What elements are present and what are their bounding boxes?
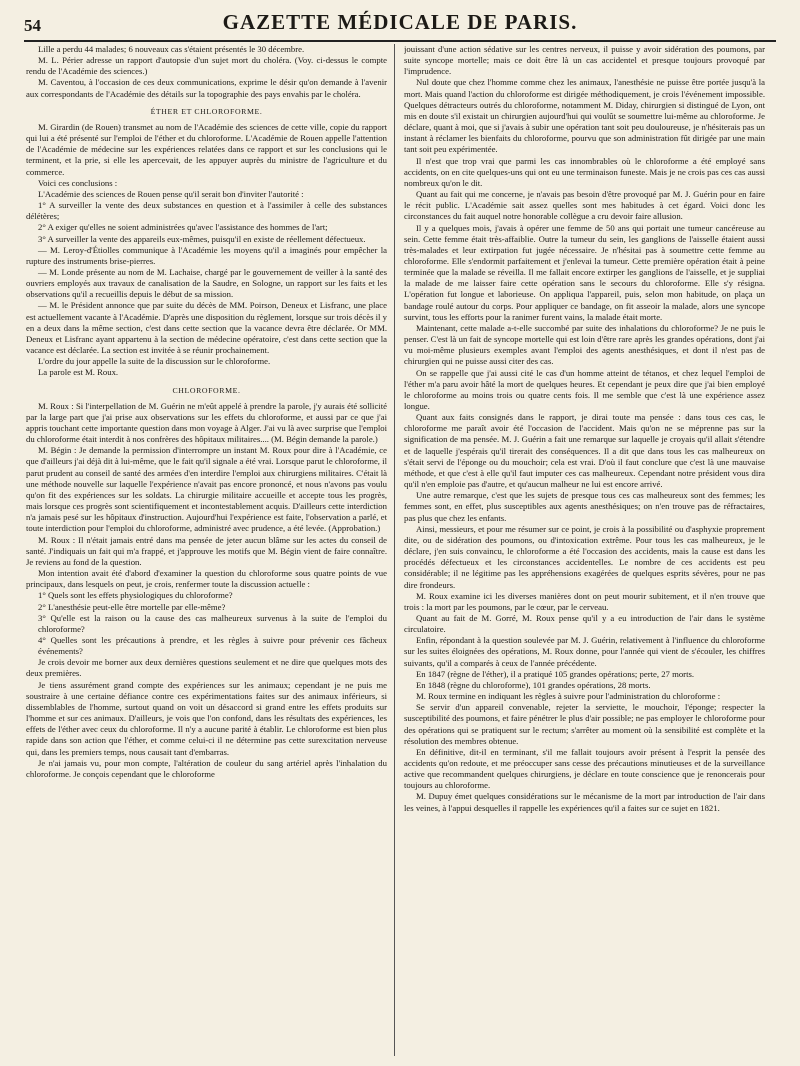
paragraph: M. Roux : Si l'interpellation de M. Guérin ne m'eût appelé à prendre la parole, j'y aurais été sollicité par la large part que j'ai prise aux observations sur les effets du chloroforme, et aussi par ce que j'ai appris touchant cette importante question dans mon voyage à Alger. J'ai vu là avec surprise que l'emploi du chloroforme était interdit à nos confrères des hôpitaux militaires.... (M. Bégin demande la parole.) (26, 400, 387, 445)
paragraph: — M. Londe présente au nom de M. Lachaise, chargé par le gouvernement de veiller à la santé des ouvriers employés aux travaux de canalisation de la Saudre, en Sologne, un rapport sur les faits et les observations qu'il a recueillis depuis le début de sa mission. (26, 266, 387, 300)
paragraph: M. Roux : Il n'était jamais entré dans ma pensée de jeter aucun blâme sur les actes du conseil de santé. J'indiquais un fait qui m'a frappé, et j'approuve les motifs que M. Bégin vient de faire connaître. Je reviens au fond de la question. (26, 534, 387, 567)
paragraph: Lille a perdu 44 malades; 6 nouveaux cas s'étaient présentés le 30 décembre. (38, 44, 305, 54)
paragraph: Je n'ai jamais vu, pour mon compte, l'altération de couleur du sang artériel après l'inhalation du chloroforme. Je conçois cependant que le chloroforme (26, 757, 387, 779)
paragraph: Nul doute que chez l'homme comme chez les animaux, l'anesthésie ne puisse être portée jusqu'à la mort. Mais quand l'action du chloroforme est dirigée méthodiquement, je crois l'événement impossible. Quelques détracteurs outrés du chloroforme, notamment M. Diday, chirurgien si distingué de Lyon, ont mis en doute s'il existait un chirurgien aujourd'hui qui voulût se soumettre lui-même au chloroforme. Je déclare, quant à moi, que si j'avais à subir une opération tant soit peu douloureuse, je n'hésiterais pas un instant à réclamer les bienfaits du chloroforme, pourvu que son administration fût dirigée par une main tant soit peu expérimentée. (404, 77, 765, 155)
paragraph: Je crois devoir me borner aux deux dernières questions seulement et ne dire que quelques mots des deux premières. (26, 657, 387, 679)
paragraph: Enfin, répondant à la question soulevée par M. J. Guérin, relativement à l'influence du chloroforme sur les suites éloignées des opérations, M. Roux donne, pour l'année qui vient de s'écouler, les chiffres suivants, qu'il a comparés à ceux de l'année précédente. (404, 635, 765, 668)
paragraph: Mon intention avait été d'abord d'examiner la question du chloroforme sous quatre points de vue principaux, dans lesquels on peut, je crois, renfermer toute la discussion actuelle : (26, 568, 387, 590)
paragraph: L'Académie des sciences de Rouen pense qu'il serait bon d'inviter l'autorité : (38, 188, 304, 199)
paragraph: Quant au fait de M. Gorré, M. Roux pense qu'il y a eu introduction de l'air dans le système circulatoire. (404, 612, 765, 635)
paragraph: Je tiens assurément grand compte des expériences sur les animaux; cependant je ne puis me soustraire à une certaine défiance contre ces expérimentations faites sur des animaux inférieurs, si dissemblables de l'homme, surtout quand on voit un désaccord si grand entre les effets produits sur l'homme et sur ces animaux. D'ailleurs, je vois que l'on confond, dans les résultats des expériences, les effets de l'éther avec ceux du chloroforme. Il n'y a aucune parité à établir. Le chloroforme est bien plus rapide dans son action que l'éther, et comme celui-ci il ne détermine pas cette surexcitation nerveuse qui, dans les premiers temps, nous causait tant d'embarras. (26, 679, 387, 757)
paragraph: 3° Qu'elle est la raison ou la cause des cas malheureux survenus à la suite de l'emploi du chloroforme? (38, 612, 387, 634)
paragraph: Ainsi, messieurs, et pour me résumer sur ce point, je crois à la possibilité ou d'asphyxie proprement dite, ou de sidération des poumons, ou d'intoxication extrême. Pour tous les cas malheureux, je le déclare, j'en suis convaincu, le chloroforme a été l'occasion des accidents, mais la cause est dans les procédés défectueux et les circonstances accidentelles. Le nombre de ces accidents est peu considérable; il ne légitime pas les appréhensions exagérées de quelques esprits sévères, pour ne pas dire frondeurs. (404, 523, 765, 590)
paragraph: Il n'est que trop vrai que parmi les cas innombrables où le chloroforme a été employé sans accidents, on en cite quelques-uns qui ont eu une terminaison funeste. Mais je ne crois pas ces cas aussi nombreux qu'on le dit. (404, 155, 765, 188)
left-column (26, 44, 387, 1062)
paragraph: — M. le Président annonce que par suite du décès de MM. Poirson, Deneux et Lisfranc, une place est actuellement vacante à l'Académie. D'après une disposition du règlement, lorsque sur trois décès il y en a deux dans la même section, c'est dans cette section que la vacance devra être déclarée. Or MM. Deneux et Lisfranc ayant appartenu à la section de médecine opératoire, c'est dans cette section que la vacance est déclarée. La section est invitée à se réunir prochainement. (26, 300, 387, 356)
paragraph: Maintenant, cette malade a-t-elle succombé par suite des inhalations du chloroforme? Je ne puis le penser. C'est là un fait de syncope mortelle qui est loin d'être rare après les grandes opérations, dont j'ai vu moi-même plusieurs exemples avant l'emploi des agents anesthésiques, et dont il n'est pas de chirurgien qui ne puisse aussi citer des cas. (404, 322, 765, 367)
paragraph: M. L. Périer adresse un rapport d'autopsie d'un sujet mort du choléra. (Voy. ci-dessus le compte rendu de l'Académie des sciences.) (26, 55, 387, 77)
paragraph: M. Girardin (de Rouen) transmet au nom de l'Académie des sciences de cette ville, copie du rapport qui lui a été présenté sur l'emploi de l'éther et du chloroforme. L'Académie de Rouen appelle l'attention de l'Académie de médecine sur les expériences relatées dans ce rapport et sur les conclusions qui le terminent, et la prie, si elle les apercevait, de les appuyer auprès du ministre de l'agriculture et du commerce. (26, 121, 387, 177)
paragraph: 1° A surveiller la vente des deux substances en question et à l'assimiler à celle des substances délétères; (26, 200, 387, 222)
paragraph: Il y a quelques mois, j'avais à opérer une femme de 50 ans qui portait une tumeur cancéreuse au sein. Cette femme était très-affaiblie. Outre la tumeur du sein, les ganglions de l'aisselle étaient aussi très-malades et leur extirpation fut jugée nécessaire. Je n'hésitai pas à soumettre cette femme au chloroforme. Elle s'endormit parfaitement et j'enlevai la tumeur. Cette première opération était à peine terminée que la malade se réveilla. Il me fallait encore extirper les ganglions de l'aisselle, et je suppliai la malade de me laisser faire cette opération sans le secours du chloroforme. Elle s'y résigna. L'opération fut longue et laborieuse. On appliqua l'appareil, puis, selon mon habitude, on plaça un bandage roulé autour du corps. Pour appliquer ce bandage, on fit asseoir la malade, alors une syncope survint, tous les efforts pour la ranimer furent vains, la malade était morte. (404, 222, 765, 322)
paragraph: 2° A exiger qu'elles ne soient administrées qu'avec l'assistance des hommes de l'art; (38, 222, 328, 233)
paragraph: jouissant d'une action sédative sur les centres nerveux, il puisse y avoir sidération des poumons, par suite syncope mortelle; mais ce doit être là un cas accidentel et presque toujours provoqué par l'imprudence. (404, 44, 765, 77)
paragraph: 2° L'anesthésie peut-elle être mortelle par elle-même? (38, 601, 226, 612)
paragraph: 4° Quelles sont les précautions à prendre, et les règles à suivre pour prévenir ces fâcheux événements? (38, 634, 387, 657)
column-divider (394, 44, 395, 1056)
paragraph: On se rappelle que j'ai aussi cité le cas d'un homme atteint de tétanos, et chez lequel l'emploi de l'éther m'a paru avoir hâté la mort de quelques heures. Et cependant je peux dire que j'ai bien employé le chloroforme au moins trois ou quatre cents fois. Il me semble que c'est là une expérience assez longue. (404, 367, 765, 411)
paragraph: M. Dupuy émet quelques considérations sur le mécanisme de la mort par introduction de l'air dans les veines, à l'appui desquelles il rappelle les expériences qu'il a faites sur ce sujet en 1821. (404, 791, 765, 813)
paragraph: M. Roux termine en indiquant les règles à suivre pour l'administration du chloroforme : (416, 691, 721, 702)
paragraph: M. Bégin : Je demande la permission d'interrompre un instant M. Roux pour dire à l'Académie, ce que d'ailleurs j'ai déjà dit à lui-même, que le fait qu'il signale a été vrai. Lorsque parut le chloroforme, il parut prudent au conseil de santé des armées d'en interdire l'emploi aux chirurgiens militaires. C'était là une méthode nouvelle sur laquelle l'expérience n'avait pas encore prononcé, et nous n'avons pas voulu qu'on fit des expériences sur les soldats. La chirurgie militaire accueille et accepte tous les progrès, mais lorsque ces progrès sont scientifiquement et incontestablement acquis. D'ailleurs cette interdiction n'a jamais pesé sur les hôpitaux d'instruction. Aujourd'hui l'expérience est faite, l'observation a parlé, et toute interdiction pour l'emploi du chloroforme, administré avec prudence, a été levée. (Approbation.) (26, 445, 387, 534)
section-heading: ÉTHER ET CHLOROFORME. (150, 106, 263, 116)
paragraph: 3° A surveiller la vente des appareils eux-mêmes, puisqu'il en existe de réellement défectueux. (38, 233, 366, 244)
page-header (24, 6, 776, 42)
paragraph: Voici ces conclusions : (38, 177, 118, 188)
paragraph: Quant aux faits consignés dans le rapport, je dirai toute ma pensée : dans tous ces cas, le chloroforme me paraît avoir été l'occasion de l'accident. Mais qu'on ne se méprenne pas sur la signification de ma pensée. M. J. Guérin a fait une remarque sur laquelle je croyais qu'il allait s'étendre et de laquelle j'espérais qu'il tirerait des conséquences. Il a dit que dans tous les cas malheureux on s'était servi de l'éponge ou du mouchoir; cela est vrai. D'où il faut conclure que c'est là une mauvaise méthode, et que c'est à elle qu'il faut imputer ces cas malheureux. Cependant notre président vous dira qu'il n'en emploie pas d'autre, et qu'aucun malheur ne lui est encore arrivé. (404, 412, 765, 490)
paragraph: M. Roux examine ici les diverses manières dont on peut mourir subitement, et il n'en trouve que trois : la mort par les poumons, par le cœur, par le cerveau. (404, 590, 765, 612)
paragraph: Quant au fait qui me concerne, je n'avais pas besoin d'être provoqué par M. J. Guérin pour en faire le récit public. L'Académie sait assez quelles sont mes habitudes à cet égard. Voici donc les circonstances du fait auquel notre honorable collègue a cru devoir faire allusion. (404, 189, 765, 222)
paragraph: Se servir d'un appareil convenable, rejeter la serviette, le mouchoir, l'éponge; respecter la susceptibilité des poumons, et faire pénétrer le plus d'air possible; ne pas employer le chloroforme pour des opérations qui se pratiquent sur le rectum; s'arrêter au moment où la sensibilité est complète et la résolution des membres obtenue. (404, 702, 765, 746)
paragraph: 1° Quels sont les effets physiologiques du chloroforme? (38, 590, 233, 601)
section-heading: CHLOROFORME. (172, 385, 241, 395)
paragraph: — M. Leroy-d'Étiolles communique à l'Académie les moyens qu'il a imaginés pour empêcher la rupture des instruments brise-pierres. (26, 244, 387, 266)
paragraph: La parole est M. Roux. (38, 367, 119, 378)
paragraph: En 1847 (règne de l'éther), il a pratiqué 105 grandes opérations; perte, 27 morts. (416, 668, 695, 679)
paragraph: M. Caventou, à l'occasion de ces deux communications, exprime le désir qu'on demande à l'avenir aux correspondants de l'Académie des détails sur la topographie des pays envahis par le choléra. (26, 77, 387, 99)
paragraph: Une autre remarque, c'est que les sujets de presque tous ces cas malheureux sont des femmes; les femmes sont, en effet, plus susceptibles aux agents anesthésiques; on n'en trouve pas de réfractaires, pas plus que chez les enfants. (404, 490, 765, 523)
paragraph: En 1848 (règne du chloroforme), 101 grandes opérations, 28 morts. (416, 679, 651, 690)
journal-title: GAZETTE MÉDICALE DE PARIS. (222, 10, 578, 34)
right-column (404, 44, 765, 1062)
paragraph: L'ordre du jour appelle la suite de la discussion sur le chloroforme. (38, 356, 271, 367)
page-number: 54 (24, 16, 41, 35)
paragraph: En définitive, dit-il en terminant, s'il me fallait toujours avoir présent à l'esprit la pensée des accidents qu'on redoute, et me préoccuper sans cesse des précautions minutieuses et de la surveillance active que recommandent quelques chirurgiens, je déclare en toute conscience que je renoncerais pour toujours au chloroforme. (404, 746, 765, 791)
